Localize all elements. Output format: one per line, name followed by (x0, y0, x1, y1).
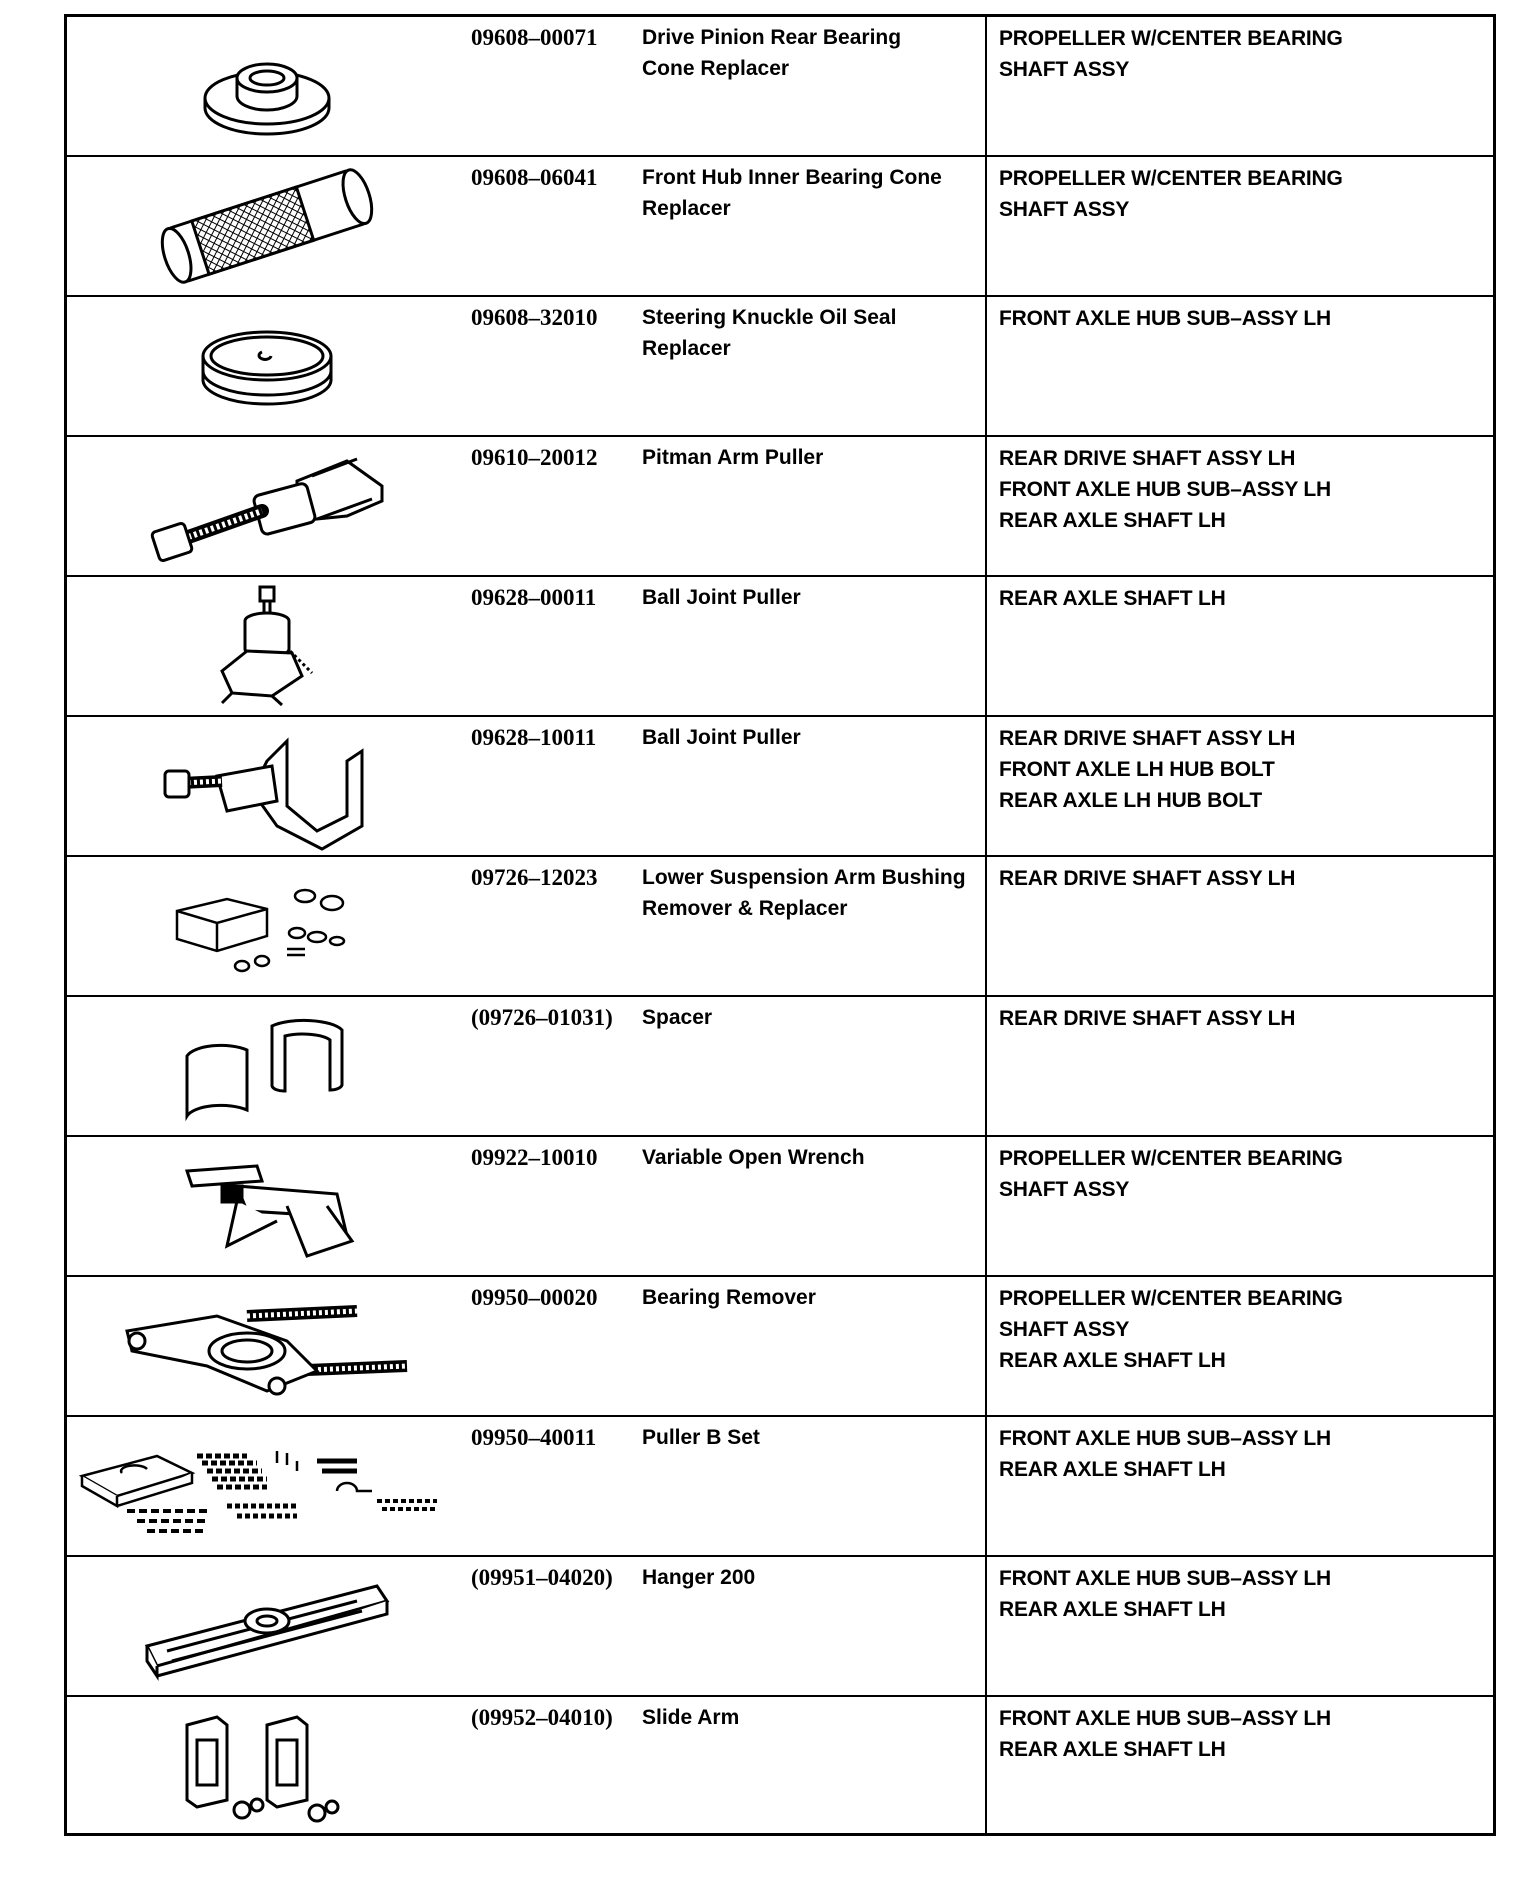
usage-line: REAR AXLE SHAFT LH (999, 1458, 1226, 1481)
usage-cell (987, 577, 1493, 715)
part-number: 09726–12023 (471, 865, 598, 890)
tool-description-cell (467, 17, 987, 155)
usage-line: PROPELLER W/CENTER BEARING (999, 167, 1343, 190)
table-row (67, 577, 1493, 717)
tool-name (642, 582, 985, 715)
usage-cell (987, 857, 1493, 995)
table-row (67, 717, 1493, 857)
tool-name-line: Replacer (642, 197, 731, 220)
tool-name-line: Lower Suspension Arm Bushing (642, 866, 966, 889)
usage-line: PROPELLER W/CENTER BEARING (999, 1147, 1343, 1170)
tool-description-cell (467, 577, 987, 715)
part-number: 09608–06041 (471, 165, 598, 190)
table-row (67, 1277, 1493, 1417)
tool-illustration-cell (67, 1137, 467, 1275)
part-number: 09628–10011 (471, 725, 597, 750)
usage-line: FRONT AXLE HUB SUB–ASSY LH (999, 1427, 1331, 1450)
tool-description-cell (467, 997, 987, 1135)
usage-line: REAR AXLE SHAFT LH (999, 587, 1226, 610)
usage-line: SHAFT ASSY (999, 1318, 1130, 1341)
bushing-tool-set-icon (167, 871, 367, 981)
tool-name-line: Hanger 200 (642, 1566, 756, 1589)
part-number: 09628–00011 (471, 585, 597, 610)
tool-illustration-cell (67, 577, 467, 715)
part-number: (09952–04010) (471, 1705, 613, 1730)
usage-line: REAR DRIVE SHAFT ASSY LH (999, 1007, 1296, 1030)
tool-name-line: Ball Joint Puller (642, 726, 801, 749)
tool-name (642, 162, 985, 295)
tool-name-line: Slide Arm (642, 1706, 740, 1729)
tool-name (642, 442, 985, 575)
table-row (67, 437, 1493, 577)
usage-line: SHAFT ASSY (999, 1178, 1130, 1201)
part-number: (09726–01031) (471, 1005, 613, 1030)
usage-line: REAR AXLE SHAFT LH (999, 1349, 1226, 1372)
tool-name (642, 1002, 985, 1135)
tool-illustration-cell (67, 717, 467, 855)
usage-cell (987, 297, 1493, 435)
tool-name-line: Cone Replacer (642, 57, 790, 80)
tool-description-cell (467, 297, 987, 435)
slide-arm-icon (167, 1705, 367, 1825)
special-service-tools-table (64, 14, 1496, 1836)
tool-name-line: Pitman Arm Puller (642, 446, 824, 469)
tool-illustration-cell (67, 857, 467, 995)
hanger-bar-icon (137, 1566, 397, 1686)
tool-name-line: Ball Joint Puller (642, 586, 801, 609)
table-row (67, 857, 1493, 997)
tool-name-line: Remover & Replacer (642, 897, 848, 920)
bearing-cone-replacer-icon (192, 36, 342, 136)
variable-open-wrench-icon (167, 1146, 367, 1266)
usage-cell (987, 1277, 1493, 1415)
ball-joint-puller-icon (202, 581, 332, 711)
spacer-halves-icon (177, 1006, 357, 1126)
tool-illustration-cell (67, 1697, 467, 1833)
usage-cell (987, 997, 1493, 1135)
tool-name-line: Front Hub Inner Bearing Cone (642, 166, 942, 189)
usage-line: SHAFT ASSY (999, 58, 1130, 81)
tool-name (642, 1702, 985, 1833)
table-row (67, 17, 1493, 157)
table-row (67, 1137, 1493, 1277)
usage-line: FRONT AXLE LH HUB BOLT (999, 758, 1275, 781)
usage-cell (987, 1557, 1493, 1695)
tool-name (642, 1142, 985, 1275)
table-row (67, 1417, 1493, 1557)
table-row (67, 1697, 1493, 1833)
tool-description-cell (467, 157, 987, 295)
tool-name-line: Replacer (642, 337, 731, 360)
tool-name-line: Variable Open Wrench (642, 1146, 865, 1169)
part-number: 09950–40011 (471, 1425, 597, 1450)
usage-line: FRONT AXLE HUB SUB–ASSY LH (999, 307, 1331, 330)
part-number: 09610–20012 (471, 445, 598, 470)
tool-name (642, 22, 985, 155)
usage-cell (987, 1137, 1493, 1275)
usage-cell (987, 17, 1493, 155)
usage-line: REAR DRIVE SHAFT ASSY LH (999, 727, 1296, 750)
table-row (67, 1557, 1493, 1697)
tool-name-line: Puller B Set (642, 1426, 760, 1449)
tool-description-cell (467, 437, 987, 575)
pitman-arm-puller-icon (147, 441, 387, 571)
tool-illustration-cell (67, 17, 467, 155)
part-number: (09951–04020) (471, 1565, 613, 1590)
tool-name-line: Drive Pinion Rear Bearing (642, 26, 902, 49)
tool-name (642, 302, 985, 435)
part-number: 09922–10010 (471, 1145, 598, 1170)
usage-line: REAR AXLE SHAFT LH (999, 1598, 1226, 1621)
usage-line: FRONT AXLE HUB SUB–ASSY LH (999, 1707, 1331, 1730)
tool-illustration-cell (67, 157, 467, 295)
usage-line: FRONT AXLE HUB SUB–ASSY LH (999, 1567, 1331, 1590)
tool-name (642, 862, 985, 995)
tool-description-cell (467, 1557, 987, 1695)
tool-illustration-cell (67, 1277, 467, 1415)
bearing-remover-icon (117, 1286, 417, 1406)
tool-description-cell (467, 1137, 987, 1275)
tool-illustration-cell (67, 1417, 467, 1555)
usage-cell (987, 157, 1493, 295)
oil-seal-replacer-disc-icon (192, 316, 342, 416)
part-number: 09608–32010 (471, 305, 598, 330)
tool-illustration-cell (67, 437, 467, 575)
tool-name (642, 1422, 985, 1555)
tool-description-cell (467, 857, 987, 995)
tool-name-line: Steering Knuckle Oil Seal (642, 306, 897, 329)
usage-cell (987, 437, 1493, 575)
tool-name-line: Bearing Remover (642, 1286, 816, 1309)
usage-cell (987, 1697, 1493, 1833)
knurled-cylinder-replacer-icon (152, 166, 382, 286)
tool-name (642, 1562, 985, 1695)
usage-line: REAR AXLE LH HUB BOLT (999, 789, 1262, 812)
tool-name (642, 722, 985, 855)
usage-cell (987, 717, 1493, 855)
tool-illustration-cell (67, 1557, 467, 1695)
table-row (67, 997, 1493, 1137)
tool-illustration-cell (67, 997, 467, 1135)
usage-line: PROPELLER W/CENTER BEARING (999, 1287, 1343, 1310)
tool-illustration-cell (67, 297, 467, 435)
puller-b-set-icon (77, 1431, 457, 1541)
usage-line: PROPELLER W/CENTER BEARING (999, 27, 1343, 50)
tool-name (642, 1282, 985, 1415)
usage-line: SHAFT ASSY (999, 198, 1130, 221)
usage-cell (987, 1417, 1493, 1555)
tool-description-cell (467, 1417, 987, 1555)
table-row (67, 297, 1493, 437)
table-row (67, 157, 1493, 297)
part-number: 09950–00020 (471, 1285, 598, 1310)
tool-description-cell (467, 717, 987, 855)
part-number: 09608–00071 (471, 25, 598, 50)
tool-description-cell (467, 1277, 987, 1415)
usage-line: FRONT AXLE HUB SUB–ASSY LH (999, 478, 1331, 501)
tool-name-line: Spacer (642, 1006, 713, 1029)
usage-line: REAR AXLE SHAFT LH (999, 509, 1226, 532)
tool-description-cell (467, 1697, 987, 1833)
ball-joint-puller-u-frame-icon (157, 721, 377, 851)
usage-line: REAR DRIVE SHAFT ASSY LH (999, 867, 1296, 890)
usage-line: REAR AXLE SHAFT LH (999, 1738, 1226, 1761)
usage-line: REAR DRIVE SHAFT ASSY LH (999, 447, 1296, 470)
